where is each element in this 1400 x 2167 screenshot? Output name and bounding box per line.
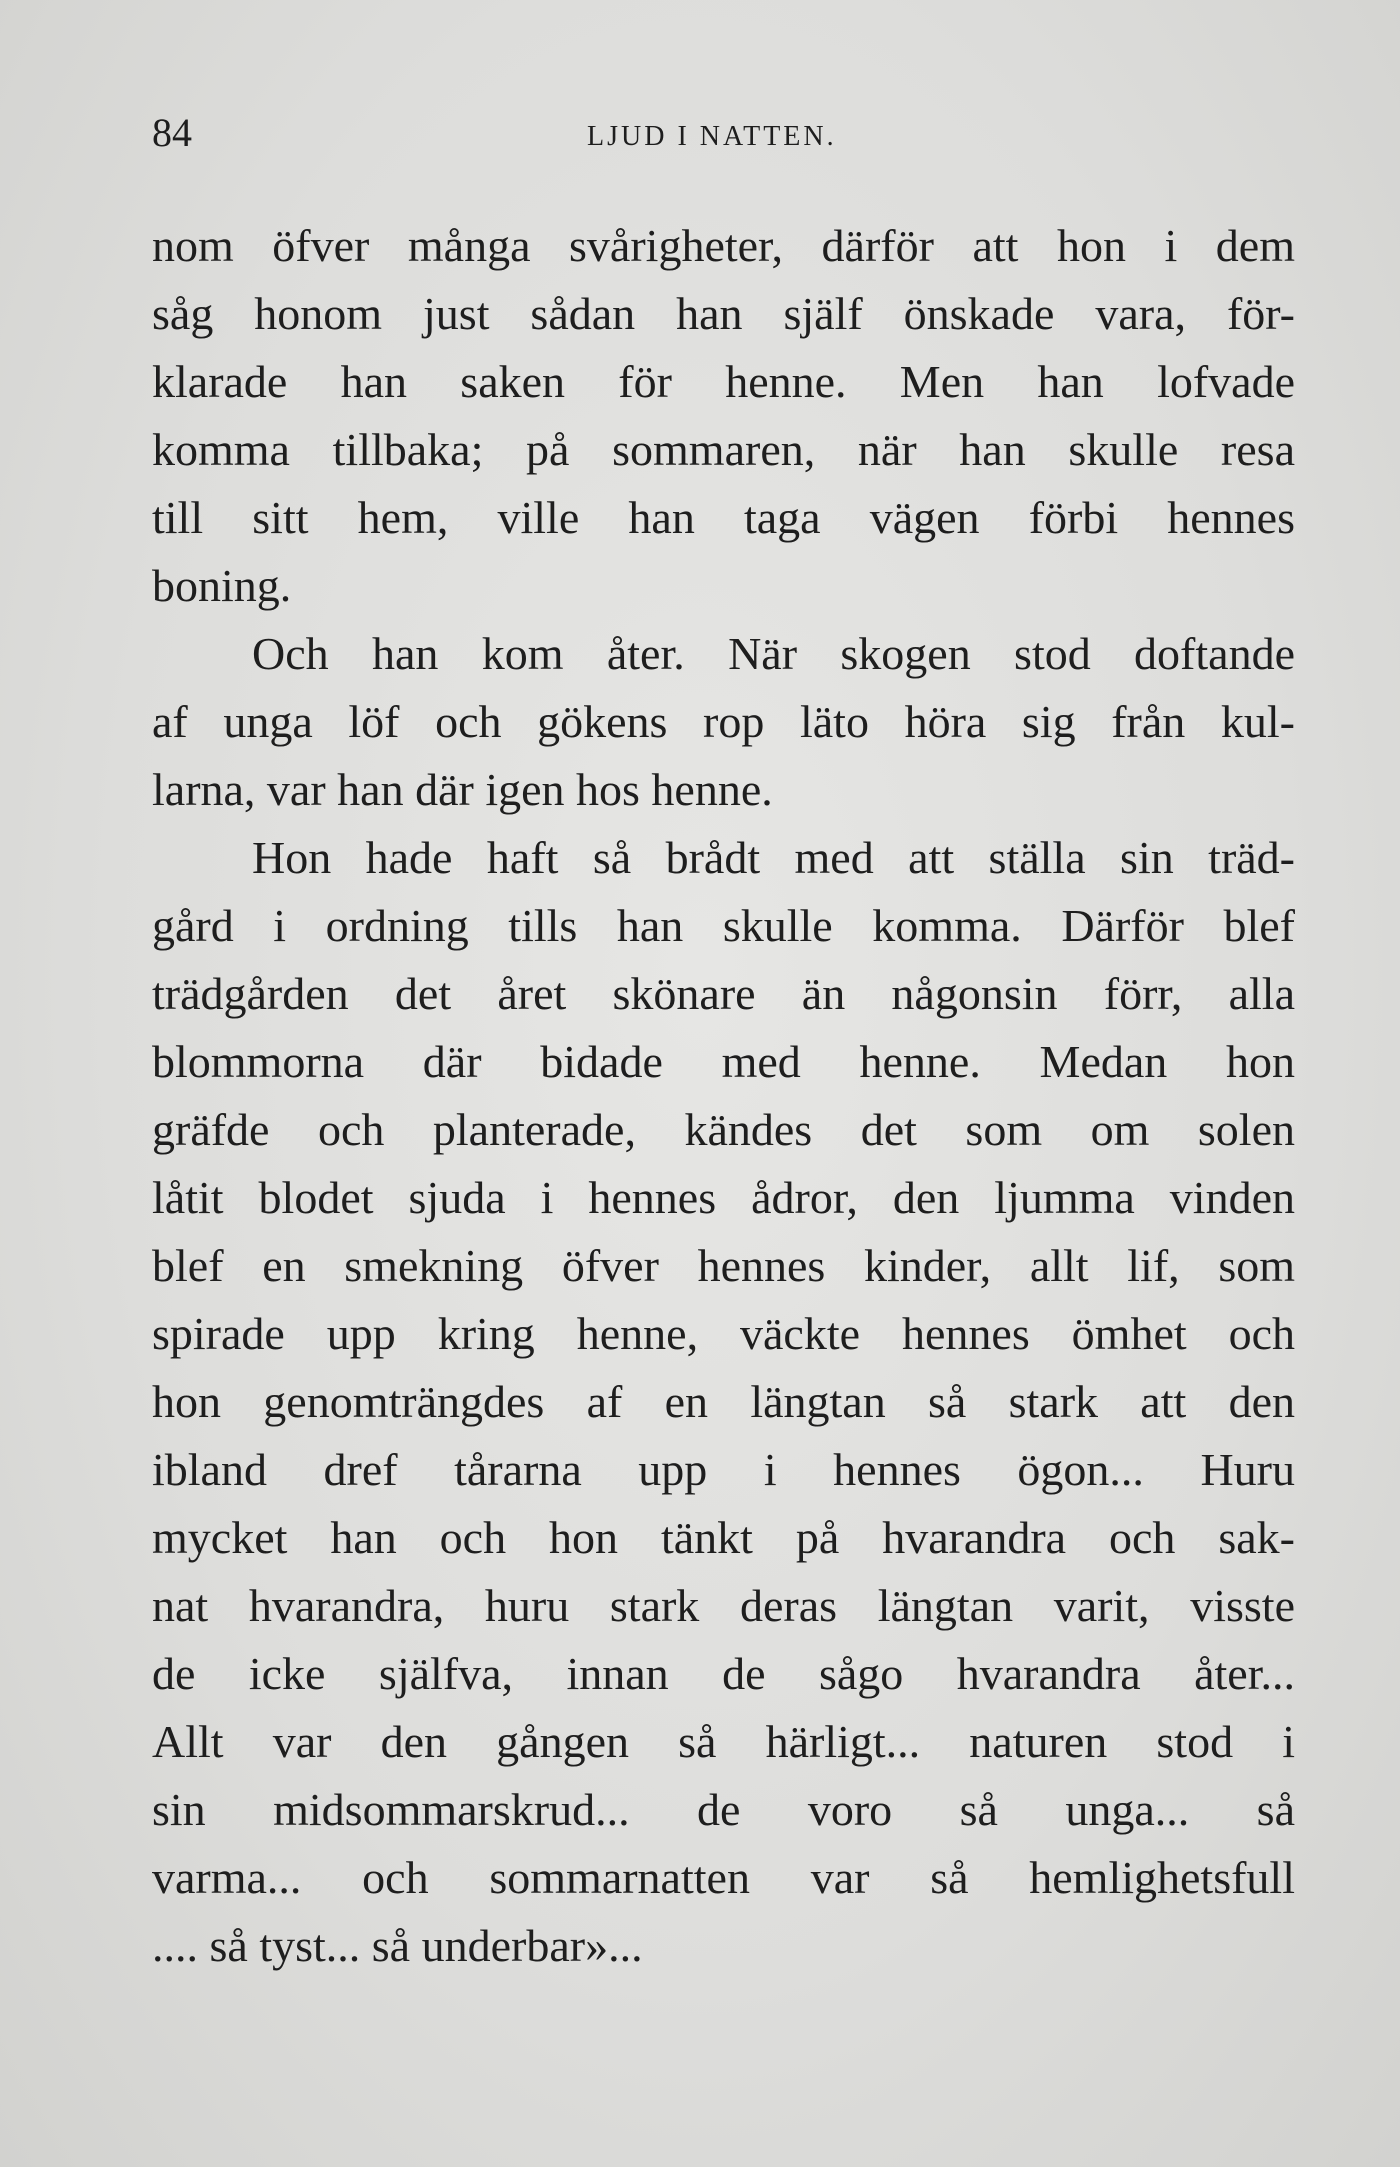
page-header xyxy=(152,108,1295,158)
text-line: mycket han och hon tänkt på hvarandra och sak- xyxy=(152,1512,1295,1563)
text-line: varma... och sommarnatten var så hemlighetsfull xyxy=(152,1852,1295,1903)
text-line: .... så tyst... så underbar»... xyxy=(152,1920,643,1971)
text-line: spirade upp kring henne, väckte hennes ömhet och xyxy=(152,1308,1295,1359)
text-line: Allt var den gången så härligt... naturen stod i xyxy=(152,1716,1295,1767)
text-line: nom öfver många svårigheter, därför att hon i dem xyxy=(152,220,1295,271)
text-line: såg honom just sådan han själf önskade vara, för- xyxy=(152,288,1295,339)
text-line: larna, var han där igen hos henne. xyxy=(152,764,773,815)
text-line: de icke själfva, innan de sågo hvarandra åter... xyxy=(152,1648,1295,1699)
text-line: af unga löf och gökens rop läto höra sig från kul- xyxy=(152,696,1295,747)
text-line: nat hvarandra, huru stark deras längtan varit, visste xyxy=(152,1580,1295,1631)
page-number: 84 xyxy=(152,110,192,155)
text-line: Hon hade haft så brådt med att ställa sin träd- xyxy=(252,832,1295,883)
text-line: Och han kom åter. När skogen stod doftande xyxy=(252,628,1295,679)
text-line: blef en smekning öfver hennes kinder, allt lif, som xyxy=(152,1240,1295,1291)
text-line: gräfde och planterade, kändes det som om solen xyxy=(152,1104,1295,1155)
text-line: hon genomträngdes af en längtan så stark att den xyxy=(152,1376,1295,1427)
text-line: låtit blodet sjuda i hennes ådror, den ljumma vinden xyxy=(152,1172,1295,1223)
text-line: boning. xyxy=(152,560,292,611)
running-head: LJUD I NATTEN. xyxy=(587,121,837,152)
text-line: till sitt hem, ville han taga vägen förbi hennes xyxy=(152,492,1295,543)
text-line: klarade han saken för henne. Men han lofvade xyxy=(152,356,1295,407)
text-line: sin midsommarskrud... de voro så unga... så xyxy=(152,1784,1295,1835)
text-line: gård i ordning tills han skulle komma. Därför blef xyxy=(152,900,1295,951)
text-line: ibland dref tårarna upp i hennes ögon... Huru xyxy=(152,1444,1295,1495)
body-text xyxy=(152,212,1295,1980)
text-line: blommorna där bidade med henne. Medan hon xyxy=(152,1036,1295,1087)
text-line: trädgården det året skönare än någonsin förr, alla xyxy=(152,968,1295,1019)
text-line: komma tillbaka; på sommaren, när han skulle resa xyxy=(152,424,1295,475)
